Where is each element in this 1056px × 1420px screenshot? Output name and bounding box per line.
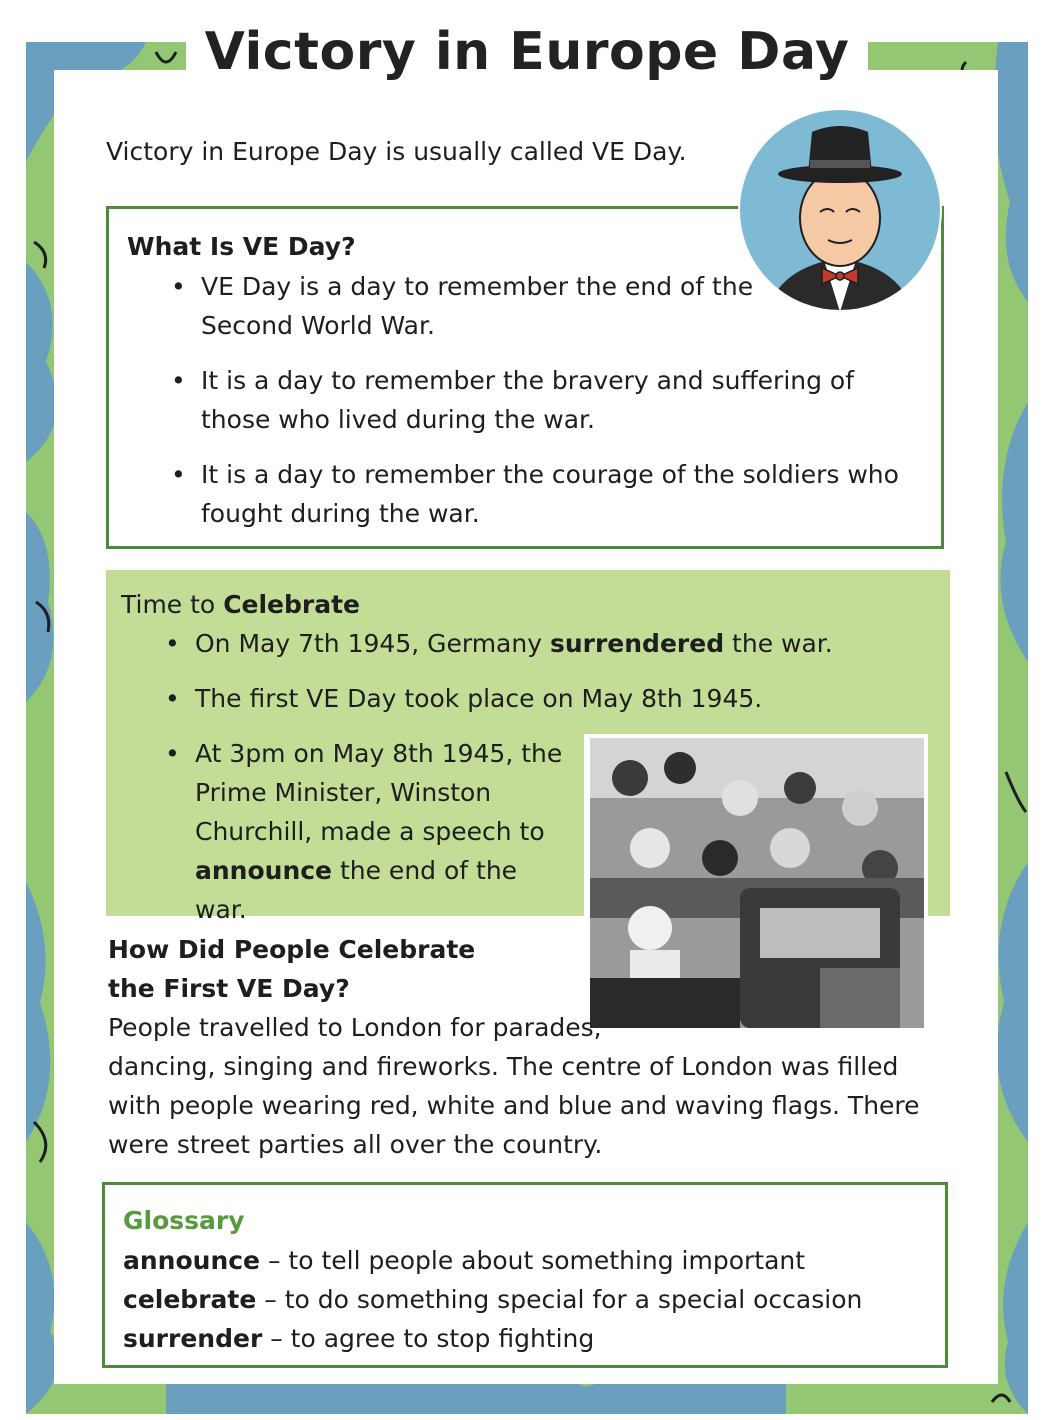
list-item: • On May 7th 1945, Germany surrendered the war. [165,624,905,663]
ve-day-celebration-photo [584,734,928,1030]
what-is-heading: What Is VE Day? [127,232,356,261]
celebrate-heading: Time to Celebrate [121,590,361,619]
how-celebrate-heading: How Did People Celebrate the First VE Day? [108,935,476,1003]
glossary-entry: announce – to tell people about something important [123,1246,806,1275]
glossary-box [102,1182,948,1368]
list-item: • It is a day to remember the courage of the soldiers who fought during the war. [171,455,931,533]
glossary-entry: celebrate – to do something special for a special occasion [123,1285,863,1314]
glossary-heading: Glossary [123,1206,245,1235]
glossary-list [123,1241,923,1358]
churchill-portrait [738,108,942,312]
glossary-entry: surrender – to agree to stop fighting [123,1324,595,1353]
intro-text: Victory in Europe Day is usually called VE Day. [106,137,687,166]
list-item: • At 3pm on May 8th 1945, the Prime Minister, Winston Churchill, made a speech to announce the end of the war. [165,734,575,929]
list-item: • The first VE Day took place on May 8th 1945. [165,679,905,718]
list-item: • It is a day to remember the bravery and suffering of those who lived during the war. [171,361,931,439]
how-celebrate-paragraph: People travelled to London for parades, dancing, singing and fireworks. The centre of London was filled with people wearing red, white and blue and waving flags. There were street parties all over the country. [108,1013,920,1159]
page-title: Victory in Europe Day [204,22,850,82]
list-item: • VE Day is a day to remember the end of the Second World War. [171,267,931,345]
